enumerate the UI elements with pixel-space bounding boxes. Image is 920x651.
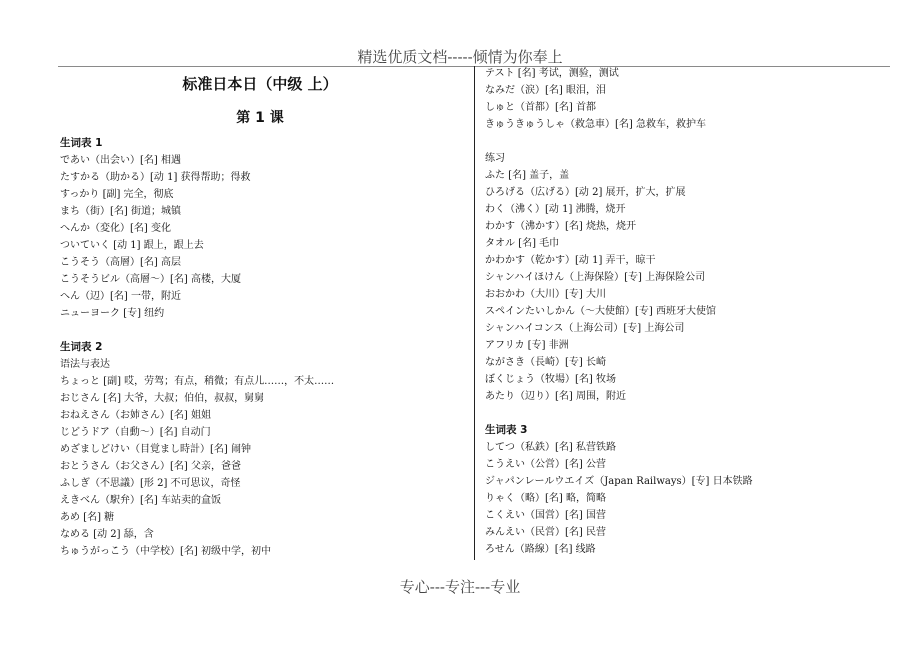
page-footer: 专心---专注---专业 <box>399 578 521 596</box>
vocab-entry: ちゅうがっこう（中学校）[名] 初级中学，初中 <box>60 546 271 557</box>
vocab-entry: であい（出会い）[名] 相遇 <box>60 155 181 166</box>
vocab-entry: テスト [名] 考试，测验，测试 <box>485 68 619 79</box>
vocab-list-1 <box>60 152 470 322</box>
vocab-entry: おとうさん（お父さん）[名] 父亲，爸爸 <box>60 461 241 472</box>
vocab-entry: ひろげる（広げる）[动 2] 展开，扩大，扩展 <box>485 187 686 198</box>
section-heading-vocab-3: 生词表 3 <box>485 424 528 436</box>
vocab-entry: こうえい（公営）[名] 公营 <box>485 459 606 470</box>
vocab-entry: ちょっと [副] 哎，劳驾；有点，稍微；有点儿……，不太…… <box>60 376 335 387</box>
subheading-grammar: 语法与表达 <box>60 359 110 370</box>
vocab-entry: ついていく [动 1] 跟上，跟上去 <box>60 240 204 251</box>
vocab-entry: わかす（沸かす）[名] 烧热，烧开 <box>485 221 636 232</box>
vocab-entry: しゅと（首都）[名] 首都 <box>485 102 596 113</box>
vocab-entry: えきべん（駅弁）[名] 车站卖的盒饭 <box>60 495 221 506</box>
vocab-entry: ふた [名] 盖子，盖 <box>485 170 570 181</box>
vocab-entry: きゅうきゅうしゃ（救急車）[名] 急救车，救护车 <box>485 119 706 130</box>
vocab-entry: こうそうビル（高層～）[名] 高楼，大厦 <box>60 274 241 285</box>
vocab-entry: めざましどけい（目覚まし時計）[名] 闹钟 <box>60 444 251 455</box>
vocab-list-2 <box>60 373 470 560</box>
vocab-entry: こくえい（国営）[名] 国营 <box>485 510 606 521</box>
left-column <box>60 73 470 560</box>
vocab-entry: タオル [名] 毛巾 <box>485 238 560 249</box>
vocab-entry: りゃく（略）[名] 略，简略 <box>485 493 606 504</box>
vocab-entry: へん（辺）[名] 一带，附近 <box>60 291 181 302</box>
vocab-entry: ふしぎ（不思議）[形 2] 不可思议，奇怪 <box>60 478 241 489</box>
vocab-entry: なみだ（涙）[名] 眼泪，泪 <box>485 85 606 96</box>
vocab-entry: たすかる（助かる）[动 1] 获得帮助；得救 <box>60 172 251 183</box>
vocab-entry: おねえさん（お姉さん）[名] 姐姐 <box>60 410 211 421</box>
vocab-entry: シャンハイほけん（上海保险）[专] 上海保险公司 <box>485 272 706 283</box>
vocab-entry: してつ（私鉄）[名] 私营铁路 <box>485 442 616 453</box>
vocab-entry: ジャパンレールウエイズ（Japan Railways）[专] 日本铁路 <box>485 476 753 487</box>
vocab-list-continued <box>485 65 885 133</box>
document-title: 标准日本日（中级 上） <box>182 75 338 93</box>
vocab-entry: なめる [动 2] 舔，含 <box>60 529 154 540</box>
vocab-entry: シャンハイコンス（上海公司）[专] 上海公司 <box>485 323 685 334</box>
lesson-title: 第 1 课 <box>236 110 284 126</box>
vocab-entry: ニューヨーク [专] 纽约 <box>60 308 165 319</box>
vocab-entry: あめ [名] 糖 <box>60 512 115 523</box>
vocab-entry: ろせん（路線）[名] 线路 <box>485 544 596 555</box>
vocab-entry: おおかわ（大川）[专] 大川 <box>485 289 606 300</box>
practice-list <box>485 167 885 405</box>
vocab-entry: ぼくじょう（牧場）[名] 牧场 <box>485 374 616 385</box>
section-heading-vocab-1: 生词表 1 <box>60 137 103 149</box>
vocab-entry: あたり（辺り）[名] 周围，附近 <box>485 391 626 402</box>
vocab-entry: へんか（変化）[名] 变化 <box>60 223 171 234</box>
vocab-entry: アフリカ [专] 非洲 <box>485 340 569 351</box>
vocab-entry: かわかす（乾かす）[动 1] 弄干，晾干 <box>485 255 656 266</box>
vocab-entry: おじさん [名] 大爷，大叔；伯伯，叔叔，舅舅 <box>60 393 265 404</box>
section-heading-vocab-2: 生词表 2 <box>60 341 103 353</box>
column-divider <box>474 66 475 560</box>
vocab-entry: こうそう（高層）[名] 高层 <box>60 257 181 268</box>
vocab-entry: まち（街）[名] 街道；城镇 <box>60 206 181 217</box>
vocab-list-3 <box>485 439 885 558</box>
vocab-entry: すっかり [副] 完全，彻底 <box>60 189 174 200</box>
section-heading-practice: 练习 <box>485 153 505 164</box>
vocab-entry: みんえい（民営）[名] 民营 <box>485 527 606 538</box>
vocab-entry: じどうドア（自動～）[名] 自动门 <box>60 427 211 438</box>
vocab-entry: スペインたいしかん（～大使館）[专] 西班牙大使馆 <box>485 306 716 317</box>
right-column <box>485 65 885 558</box>
page-header: 精选优质文档-----倾情为你奉上 <box>357 48 563 66</box>
vocab-entry: わく（沸く）[动 1] 沸腾，烧开 <box>485 204 626 215</box>
vocab-entry: ながさき（長崎）[专] 长崎 <box>485 357 606 368</box>
